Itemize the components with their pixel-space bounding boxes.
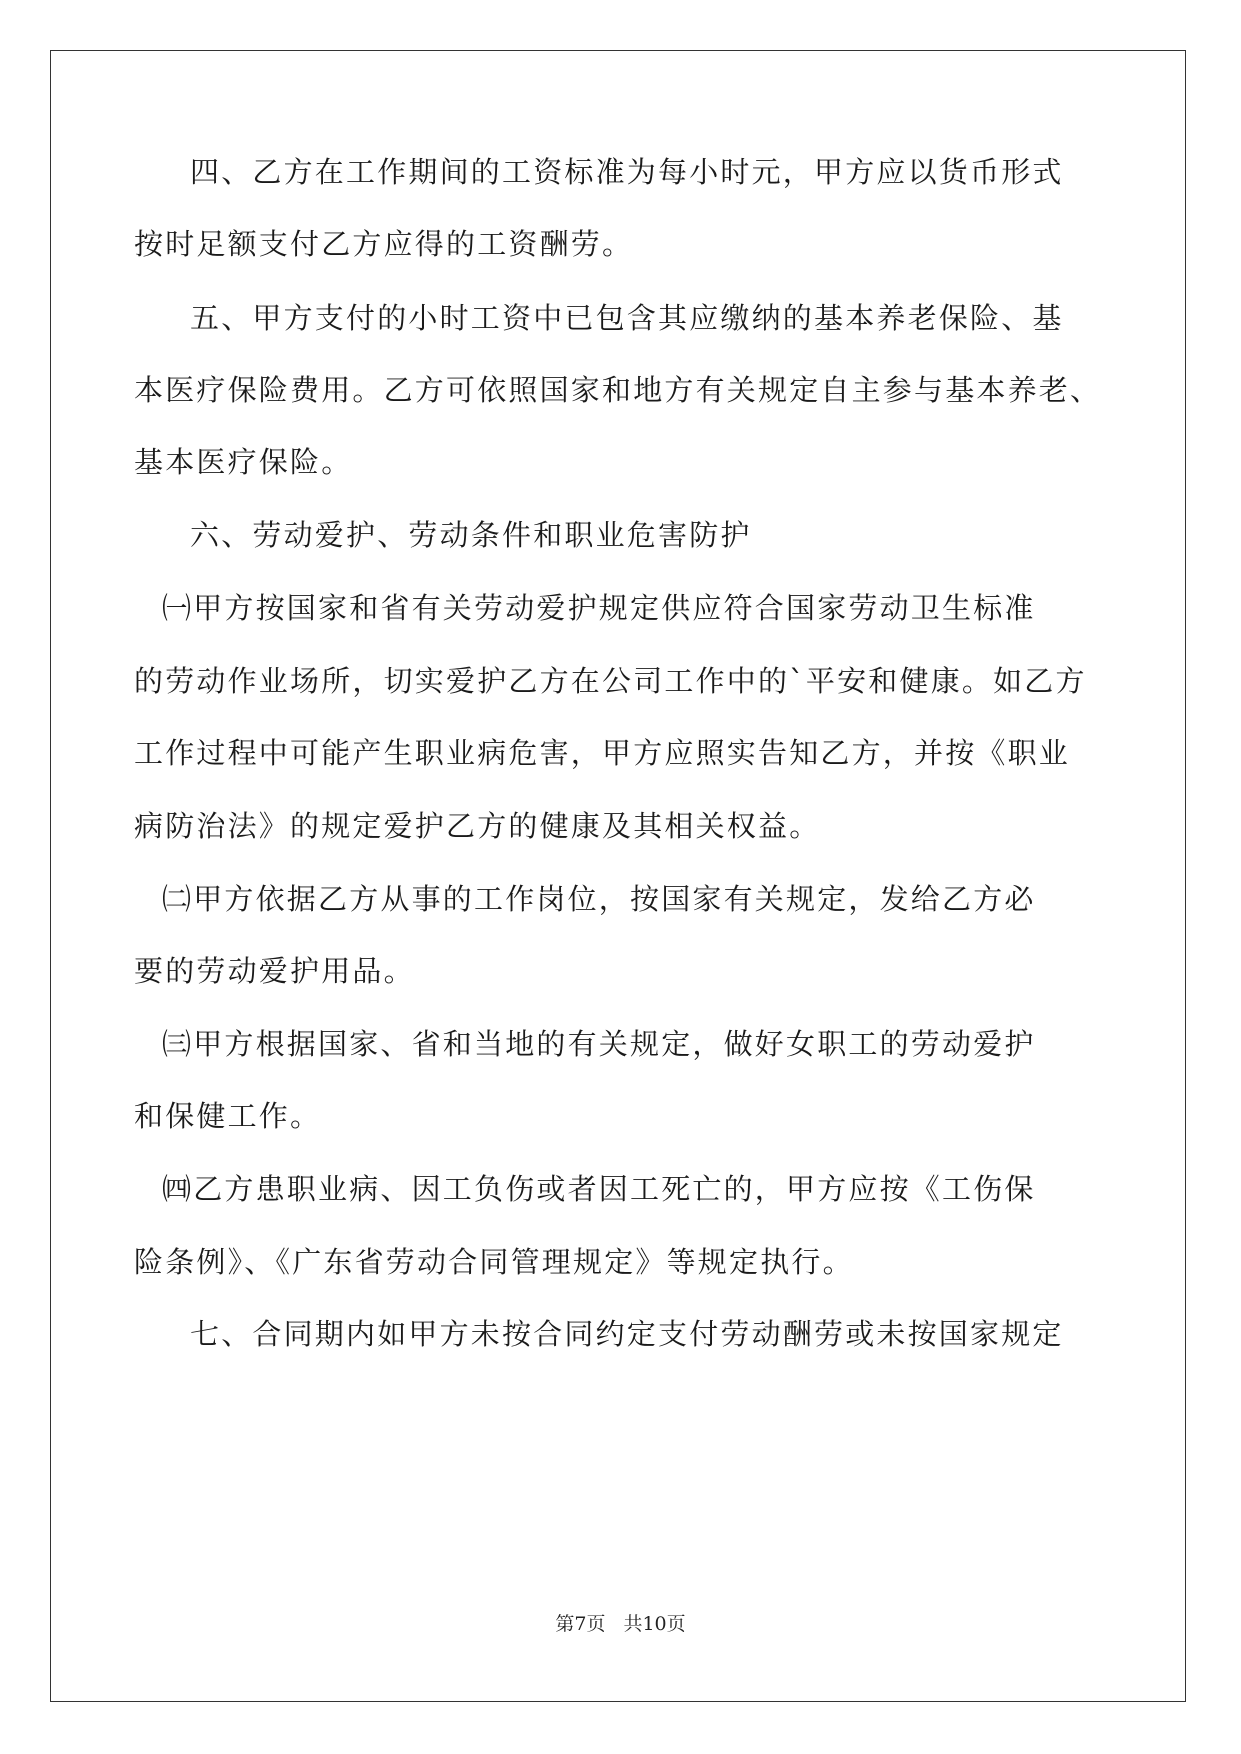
page-number: 第7页 xyxy=(555,1613,606,1635)
paragraph-line: 病防治法》的规定爱护乙方的健康及其相关权益。 xyxy=(134,809,821,843)
paragraph-line: 工作过程中可能产生职业病危害，甲方应照实告知乙方，并按《职业 xyxy=(134,736,1071,770)
paragraph-line: 基本医疗保险。 xyxy=(134,445,353,479)
page-footer xyxy=(0,1609,1241,1636)
paragraph-line: ㈡甲方依据乙方从事的工作岗位，按国家有关规定，发给乙方必 xyxy=(162,882,1036,916)
paragraph-line: 七、合同期内如甲方未按合同约定支付劳动酬劳或未按国家规定 xyxy=(190,1317,1064,1351)
paragraph-line: 和保健工作。 xyxy=(134,1099,322,1133)
paragraph-line: ㈢甲方根据国家、省和当地的有关规定，做好女职工的劳动爱护 xyxy=(162,1027,1036,1061)
page-total: 共10页 xyxy=(623,1613,686,1635)
paragraph-line: 按时足额支付乙方应得的工资酬劳。 xyxy=(134,227,634,261)
paragraph-line: 本医疗保险费用。乙方可依照国家和地方有关规定自主参与基本养老、 xyxy=(134,373,1102,407)
paragraph-line: ㈠甲方按国家和省有关劳动爱护规定供应符合国家劳动卫生标准 xyxy=(162,591,1036,625)
section-heading: 六、劳动爱护、劳动条件和职业危害防护 xyxy=(190,518,752,552)
paragraph-line: 四、乙方在工作期间的工资标准为每小时元，甲方应以货币形式 xyxy=(190,155,1064,189)
paragraph-line: 的劳动作业场所，切实爱护乙方在公司工作中的`平安和健康。如乙方 xyxy=(134,664,1087,698)
paragraph-line: 要的劳动爱护用品。 xyxy=(134,954,415,988)
paragraph-line: 五、甲方支付的小时工资中已包含其应缴纳的基本养老保险、基 xyxy=(190,301,1064,335)
paragraph-line: ㈣乙方患职业病、因工负伤或者因工死亡的，甲方应按《工伤保 xyxy=(162,1172,1036,1206)
paragraph-line: 险条例》、《广东省劳动合同管理规定》等规定执行。 xyxy=(134,1245,854,1279)
